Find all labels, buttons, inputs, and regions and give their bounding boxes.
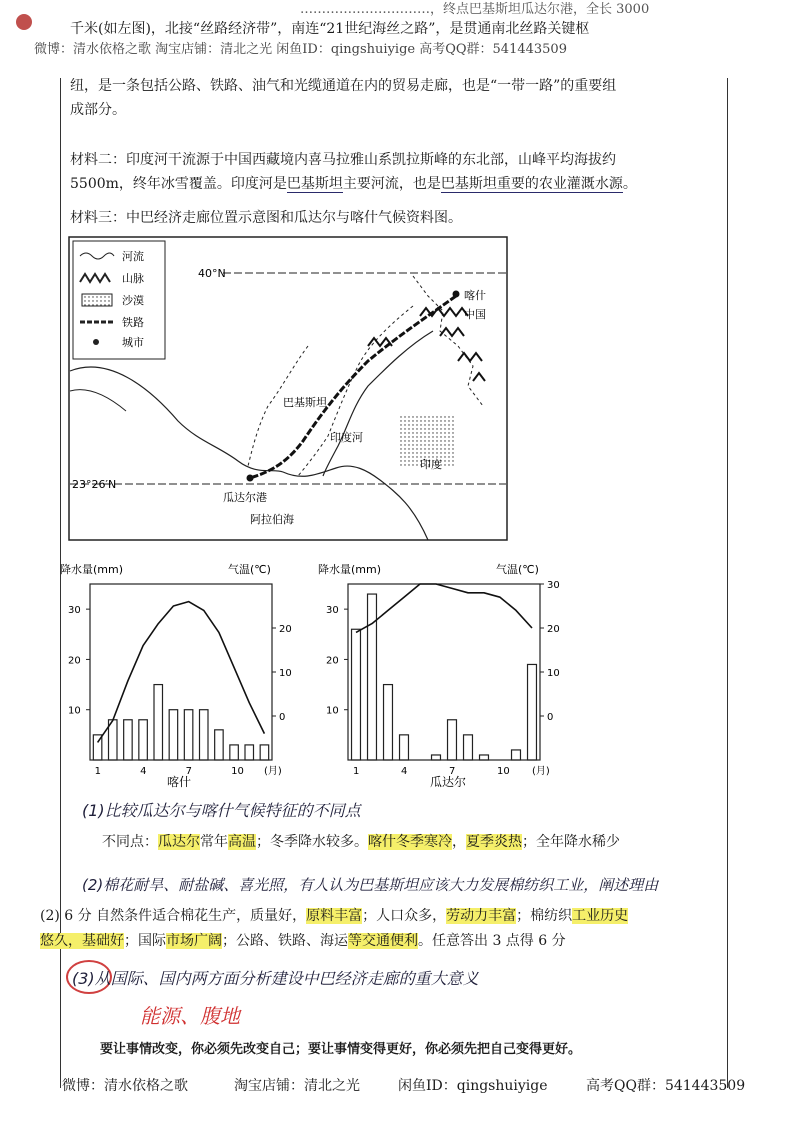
q2-textile: ；棉纺织: [516, 908, 573, 924]
precip-bar: [368, 594, 377, 760]
precip-bar: [200, 710, 208, 760]
q2-score: (2) 6 分: [40, 908, 92, 924]
city-gwadar-label: 瓜达尔港: [223, 491, 267, 504]
precip-bar: [169, 710, 177, 760]
q1-always: 常年: [200, 834, 228, 850]
label-india: 印度: [420, 458, 442, 471]
q1-gwadar: 瓜达尔: [158, 834, 200, 850]
precip-bar: [528, 664, 537, 760]
precip-bar: [230, 745, 238, 760]
q2-answer-line2: [40, 931, 566, 951]
x-axis-label: (月): [532, 766, 550, 777]
material2-text-a: 5500m，终年冰雪覆盖。印度河是: [70, 176, 287, 192]
legend-city: 城市: [122, 336, 144, 349]
q2-population: ；人口众多，: [362, 908, 447, 924]
chart-ylabel-left: 降水量(mm): [60, 563, 124, 576]
precip-bar: [480, 755, 489, 760]
chart-ylabel-left: 降水量(mm): [318, 563, 382, 576]
y-left-tick-label: 10: [68, 705, 81, 717]
y-right-tick-label: 20: [547, 624, 560, 635]
label-pakistan: 巴基斯坦: [283, 396, 327, 409]
x-tick-label: 7: [449, 766, 456, 777]
q2-scoring: 。任意答出 3 点得 6 分: [418, 933, 566, 949]
footer-taobao: 淘宝店铺：清北之光: [234, 1078, 360, 1094]
y-right-tick-label: 0: [279, 712, 286, 723]
y-right-tick-label: 10: [547, 668, 560, 679]
precip-bar: [184, 710, 192, 760]
q3-handwritten: (3)从国际、国内两方面分析建设中巴经济走廊的重大意义: [72, 969, 479, 988]
y-left-tick-label: 30: [68, 605, 81, 617]
material3-line: 材料三：中巴经济走廊位置示意图和瓜达尔与喀什气候资料图。: [70, 210, 462, 226]
precip-bar: [352, 629, 361, 760]
city-gwadar-dot: [247, 475, 254, 482]
precip-bar: [124, 720, 132, 760]
q2-labor: 劳动力丰富: [446, 908, 517, 924]
q2-transport: ；公路、铁路、海运: [222, 933, 348, 949]
material2-irrigation-underlined: 巴基斯坦重要的农业灌溉水源: [440, 176, 623, 192]
precip-bar: [215, 730, 223, 760]
label-indus: 印度河: [330, 431, 363, 444]
red-dot: [16, 14, 32, 30]
label-china: 中国: [464, 308, 486, 321]
material2-line1: 材料二：印度河干流源于中国西藏境内喜马拉雅山系凯拉斯峰的东北部，山峰平均海拔约: [70, 152, 616, 168]
precip-bar: [384, 685, 393, 760]
legend-desert: 沙漠: [122, 294, 144, 307]
q3-red-note: 能源、腹地: [140, 1004, 240, 1028]
city-kashgar-label: 喀什: [464, 289, 486, 302]
x-tick-label: 1: [353, 766, 360, 777]
material2-pakistan-underlined: 巴基斯坦: [286, 176, 343, 192]
q2-convenient: 等交通便利: [348, 933, 418, 949]
q1-handwritten: (1)比较瓜达尔与喀什气候特征的不同点: [82, 801, 361, 820]
q1-answer: [102, 832, 620, 852]
chart-kashgar: [60, 560, 320, 790]
header-line-3: 成部分。: [70, 102, 126, 118]
q2-raw-materials: 原料丰富: [306, 908, 363, 924]
precip-bar: [260, 745, 268, 760]
chart-gwadar: [318, 560, 588, 790]
precip-bar: [512, 750, 521, 760]
q2-long-history: 悠久，基础好: [40, 933, 124, 949]
footer-motto: 要让事情改变，你必须先改变自己；要让事情变得更好，你必须先把自己变得更好。: [100, 1042, 582, 1057]
precip-bar: [448, 720, 457, 760]
q1-high-temp: 高温: [228, 834, 256, 850]
q2-handwritten: (2)棉花耐旱、耐盐碱、喜光照，有人认为巴基斯坦应该大力发展棉纺织工业，阐述理由: [82, 876, 659, 894]
header-line-1: 千米(如左图)，北接“丝路经济带”，南连“21世纪海丝之路”，是贯通南北丝路关键枢: [70, 21, 590, 37]
q1-summer-hot: 夏季炎热: [466, 834, 522, 850]
y-left-tick-label: 20: [326, 655, 339, 667]
lat-40-label: 40°N: [198, 267, 226, 280]
legend-river: 河流: [122, 250, 144, 263]
y-right-tick-label: 30: [547, 580, 560, 591]
legend-mountain: 山脉: [122, 272, 144, 285]
chart-title: 喀什: [167, 775, 192, 789]
x-tick-label: 1: [94, 766, 101, 777]
x-tick-label: 4: [140, 766, 147, 777]
chart-title: 瓜达尔: [430, 775, 467, 789]
y-right-tick-label: 20: [279, 624, 292, 635]
y-left-tick-label: 30: [326, 605, 339, 617]
legend-desert-symbol: [82, 294, 112, 306]
q2-industry-history: 工业历史: [572, 908, 629, 924]
header-watermark: 微博：清水依格之歌 淘宝店铺：清北之光 闲鱼ID：qingshuiyige 高考QQ群：541443509: [34, 42, 567, 57]
q1-label: 不同点：: [102, 834, 158, 850]
chart-ylabel-right: 气温(℃): [228, 563, 271, 576]
x-tick-label: 10: [231, 766, 244, 777]
material2-text-e: 。: [622, 176, 637, 192]
label-arabian-sea: 阿拉伯海: [250, 513, 294, 526]
y-left-tick-label: 20: [68, 655, 81, 667]
x-axis-label: (月): [264, 766, 282, 777]
footer-weibo: 微博：清水依格之歌: [62, 1078, 188, 1094]
q2-natural: 自然条件适合棉花生产，质量好，: [96, 908, 307, 924]
precip-bar: [464, 735, 473, 760]
q1-little-rain: ；全年降水稀少: [522, 834, 620, 850]
legend-city-symbol: [93, 339, 99, 345]
precip-bar: [432, 755, 441, 760]
q2-answer-line1: [40, 906, 628, 926]
precip-bar: [400, 735, 409, 760]
footer-qq: 高考QQ群：541443509: [586, 1078, 746, 1094]
x-tick-label: 4: [401, 766, 408, 777]
q1-kashgar-cold: 喀什冬季寒冷: [368, 834, 452, 850]
precip-bar: [245, 745, 253, 760]
header-line-2: 纽，是一条包括公路、铁路、油气和光缆通道在内的贸易走廊，也是“一带一路”的重要组: [70, 78, 617, 94]
footer-xianyu: 闲鱼ID：qingshuiyige: [398, 1078, 548, 1094]
legend-railway: 铁路: [122, 316, 144, 329]
q2-international: ；国际: [124, 933, 166, 949]
material2-text-c: 主要河流，也是: [342, 176, 441, 192]
x-tick-label: 7: [185, 766, 192, 777]
q1-winter-rain: ；冬季降水较多。: [256, 834, 368, 850]
material2-line2: [70, 174, 637, 194]
city-kashgar-dot: [453, 291, 460, 298]
temperature-line: [98, 602, 265, 743]
y-right-tick-label: 0: [547, 712, 554, 723]
corridor-map: [68, 236, 508, 541]
precip-bar: [139, 720, 147, 760]
precip-bar: [154, 685, 162, 760]
chart-ylabel-right: 气温(℃): [496, 563, 539, 576]
temperature-line: [356, 584, 532, 632]
x-tick-label: 10: [497, 766, 510, 777]
y-right-tick-label: 10: [279, 668, 292, 679]
header-top-partial: …………………………，终点巴基斯坦瓜达尔港，全长 3000: [300, 2, 650, 17]
lat-tropic-label: 23°26′N: [72, 478, 117, 491]
q2-market: 市场广阔: [166, 933, 222, 949]
q1-comma: ，: [452, 834, 466, 850]
y-left-tick-label: 10: [326, 705, 339, 717]
